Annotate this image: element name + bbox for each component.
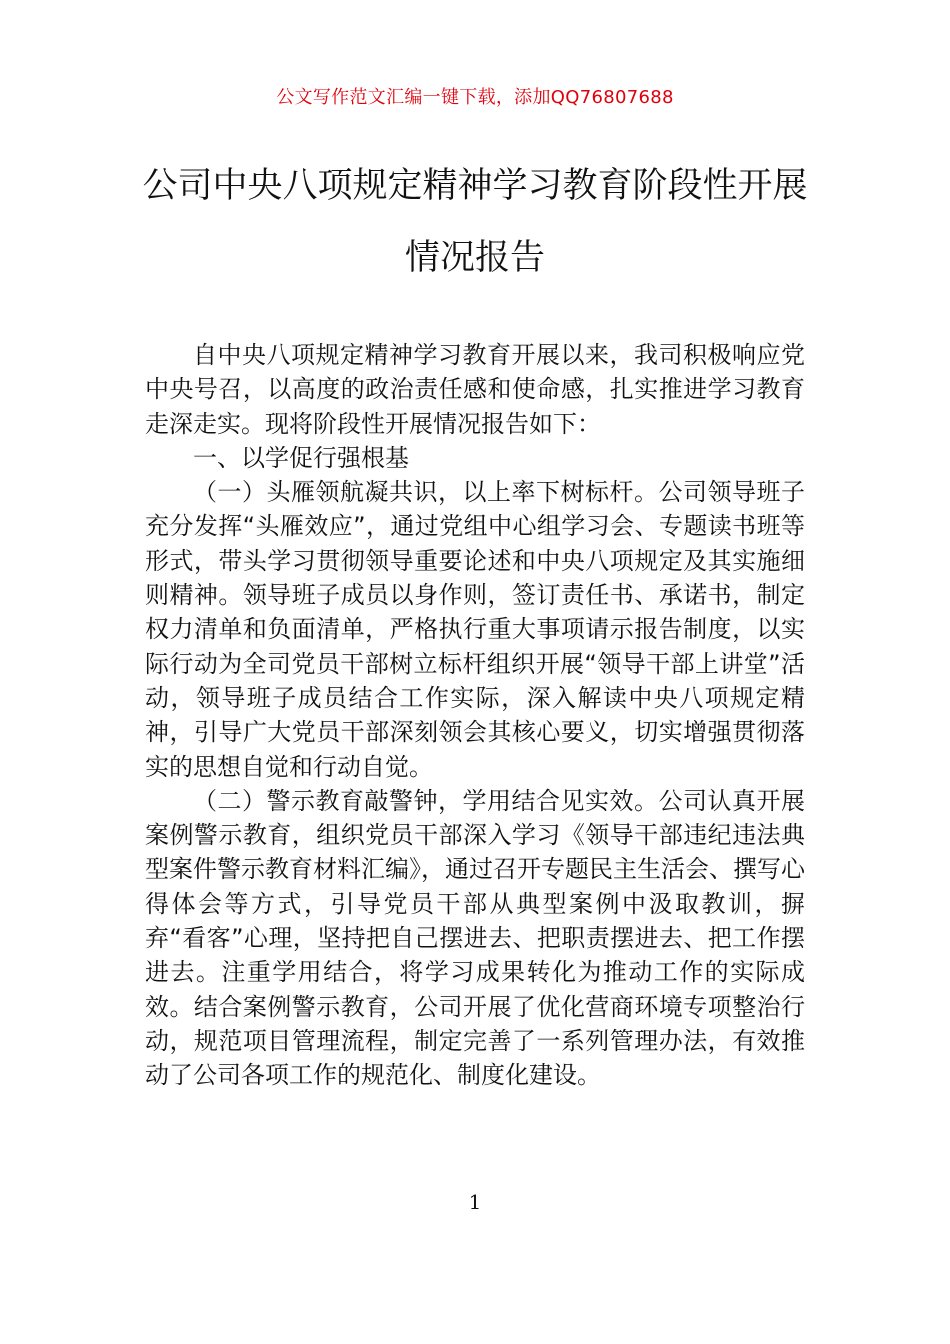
body-paragraph: （一）头雁领航凝共识，以上率下树标杆。公司领导班子充分发挥“头雁效应”，通过党组中心组学习会、专题读书班等形式，带头学习贯彻领导重要论述和中央八项规定及其实施细则精神。领导班子成员以身作则，签订责任书、承诺书，制定权力清单和负面清单，严格执行重大事项请示报告制度，以实际行动为全司党员干部树立标杆组织开展“领导干部上讲堂”活动，领导班子成员结合工作实际，深入解读中央八项规定精神，引导广大党员干部深刻领会其核心要义，切实增强贯彻落实的思想自觉和行动自觉。 bbox=[145, 478, 805, 781]
page-number: 1 bbox=[468, 1190, 482, 1214]
intro-paragraph: 自中央八项规定精神学习教育开展以来，我司积极响应党中央号召，以高度的政治责任感和使命感，扎实推进学习教育走深走实。现将阶段性开展情况报告如下： bbox=[145, 341, 805, 438]
document-title: 公司中央八项规定精神学习教育阶段性开展情况报告 bbox=[142, 166, 808, 278]
section-heading: 一、以学促行强根基 bbox=[193, 443, 409, 472]
body-paragraph: （二）警示教育敲警钟，学用结合见实效。公司认真开展案例警示教育，组织党员干部深入学习《领导干部违纪违法典型案件警示教育材料汇编》，通过召开专题民主生活会、撰写心得体会等方式，引导党员干部从典型案例中汲取教训，摒弃“看客”心理，坚持把自己摆进去、把职责摆进去、把工作摆进去。注重学用结合，将学习成果转化为推动工作的实际成效。结合案例警示教育，公司开展了优化营商环境专项整治行动，规范项目管理流程，制定完善了一系列管理办法，有效推动了公司各项工作的规范化、制度化建设。 bbox=[145, 786, 805, 1090]
document-body bbox=[145, 338, 805, 1093]
header-note: 公文写作范文汇编一键下载，添加QQ76807688 bbox=[276, 87, 674, 108]
